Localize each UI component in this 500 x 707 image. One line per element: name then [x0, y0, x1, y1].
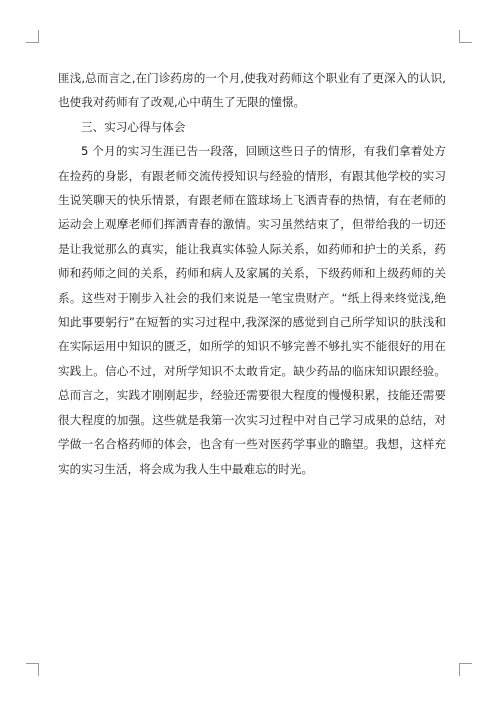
crop-mark-bottom-right [459, 663, 472, 676]
crop-mark-top-left [26, 30, 39, 43]
crop-mark-top-right [459, 30, 472, 43]
section-heading: 三、实习心得与体会 [81, 119, 186, 134]
paragraph-continuation: 匪浅,总而言之,在门诊药房的一个月,使我对药师这个职业有了更深入的认识,也使我对药师有了改观,心中萌生了无限的憧憬。 [58, 71, 446, 110]
crop-mark-bottom-left [26, 663, 39, 676]
document-body [58, 66, 446, 481]
paragraph-experience: 5 个月的实习生涯已告一段落，回顾这些日子的情形，有我们拿着处方在捡药的身影，有跟老师交流传授知识与经验的情形，有跟其他学校的实习生说笑聊天的快乐情景，有跟老师在篮球场上飞洒青春的热情，有在老师的运动会上观摩老师们挥洒青春的激情。实习虽然结束了，但带给我的一切还是让我觉那么的真实，能让我真实体验人际关系，如药师和护士的关系，药师和药师之间的关系，药师和病人及家属的关系，下级药师和上级药师的关系。这些对于刚步入社会的我们来说是一笔宝贵财产。“纸上得来终觉浅,绝知此事要躬行”在短暂的实习过程中,我深深的感觉到自己所学知识的肤浅和在实际运用中知识的匮乏，如所学的知识不够完善不够扎实不能很好的用在实践上。信心不过，对所学知识不太敢肯定。缺少药品的临床知识跟经验。总而言之，实践才刚刚起步，经验还需要很大程度的慢慢积累，技能还需要很大程度的加强。这些就是我第一次实习过程中对自己学习成果的总结，对学做一名合格药师的体会，也含有一些对医药学事业的瞻望。我想，这样充实的实习生活，将会成为我人生中最难忘的时光。 [58, 144, 446, 476]
